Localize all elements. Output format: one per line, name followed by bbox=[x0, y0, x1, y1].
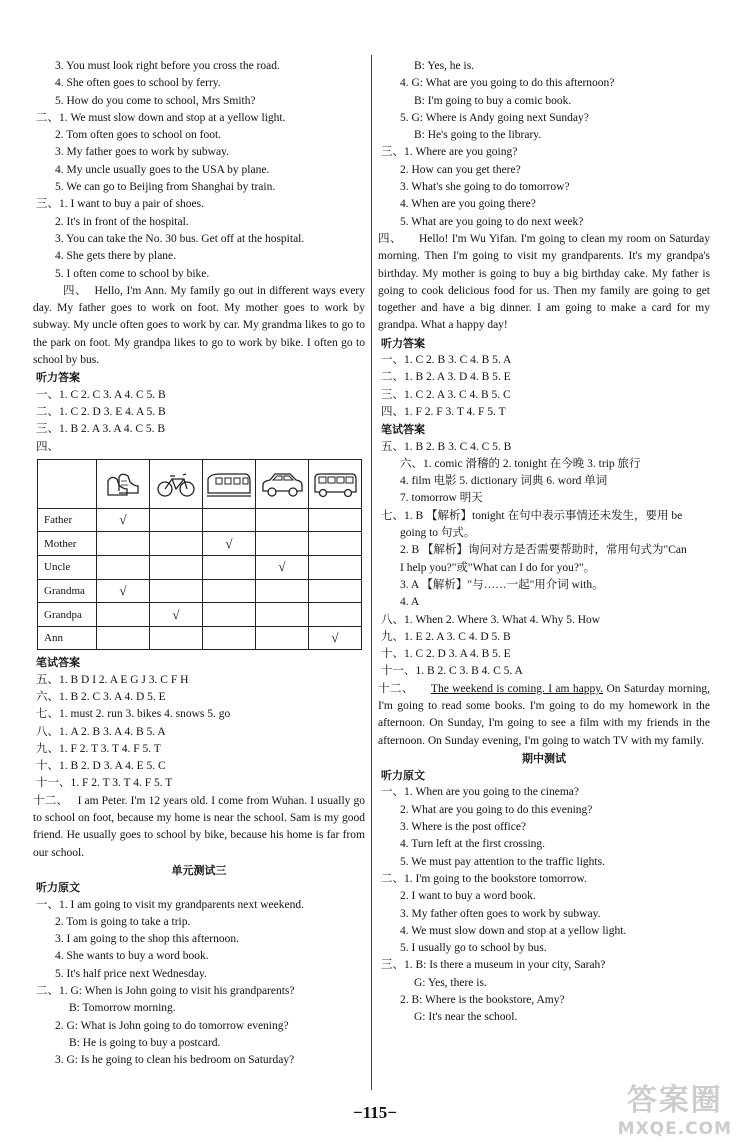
answer-line: 4. She often goes to school by ferry. bbox=[55, 77, 221, 90]
answer-line: 十、1. B 2. D 3. A 4. E 5. C bbox=[36, 760, 166, 773]
answer-line: 4. She wants to buy a word book. bbox=[55, 950, 209, 963]
answer-line: 3. Where is the post office? bbox=[400, 821, 527, 834]
shoes-icon bbox=[105, 469, 141, 499]
table-cell bbox=[150, 603, 203, 627]
answer-line: B: He is going to buy a postcard. bbox=[69, 1036, 221, 1049]
table-cell bbox=[256, 508, 309, 532]
left-column bbox=[33, 58, 365, 1070]
answer-line: 4. My uncle usually goes to the USA by plane. bbox=[55, 163, 270, 176]
answer-line: B: He's going to the library. bbox=[414, 129, 542, 142]
row-label: Father bbox=[38, 508, 97, 532]
answer-line: 2. It's in front of the hospital. bbox=[55, 215, 189, 228]
table-cell bbox=[256, 532, 309, 556]
answer-line: 4. She gets there by plane. bbox=[55, 250, 177, 263]
transport-table bbox=[37, 459, 362, 651]
answer-line: 5. We must pay attention to the traffic lights. bbox=[400, 855, 605, 868]
answer-line: 八、1. When 2. Where 3. What 4. Why 5. How bbox=[381, 613, 601, 626]
answer-line: 4. G: What are you going to do this afternoon? bbox=[400, 77, 615, 90]
answer-line: 3. My father often goes to work by subway. bbox=[400, 907, 601, 920]
answer-line: G: It's near the school. bbox=[414, 1011, 518, 1024]
answer-line: 7. tomorrow 明天 bbox=[400, 492, 483, 505]
answer-line: 5. G: Where is Andy going next Sunday? bbox=[400, 111, 589, 124]
table-cell bbox=[309, 579, 362, 603]
table-row bbox=[38, 626, 362, 650]
answer-line: 2. How can you get there? bbox=[400, 163, 521, 176]
left-passage-12 bbox=[33, 793, 365, 862]
answer-line: 3. G: Is he going to clean his bedroom on Saturday? bbox=[55, 1054, 295, 1067]
row-label: Grandpa bbox=[38, 603, 97, 627]
bike-icon bbox=[156, 469, 196, 499]
table-cell bbox=[309, 626, 362, 650]
table-cell bbox=[97, 626, 150, 650]
answer-line: 二、1. C 2. D 3. E 4. A 5. B bbox=[36, 405, 166, 418]
answer-line: 九、1. F 2. T 3. T 4. F 5. T bbox=[36, 742, 161, 755]
table-cell bbox=[309, 603, 362, 627]
car-icon bbox=[260, 469, 304, 499]
unit-test-3-title: 单元测试三 bbox=[171, 863, 227, 877]
right-passage-4 bbox=[378, 231, 710, 335]
passage-text: I am Peter. I'm 12 years old. I come from Wuhan. I usually go to school on foot, because my home is near the school. Sam is my good friend. He usually goes to school by bike, because his home is far from our school. bbox=[33, 794, 366, 859]
left-passage-4 bbox=[33, 283, 365, 369]
listening-script-heading: 听力原文 bbox=[381, 769, 425, 783]
answer-line: B: I'm going to buy a comic book. bbox=[414, 94, 572, 107]
answer-line: 二、1. I'm going to the bookstore tomorrow. bbox=[381, 872, 587, 885]
column-divider bbox=[371, 55, 372, 1090]
table-cell bbox=[97, 579, 150, 603]
answer-line: 一、1. C 2. C 3. A 4. C 5. B bbox=[36, 388, 166, 401]
answer-line: 一、1. When are you going to the cinema? bbox=[381, 786, 579, 799]
answer-line: 六、1. B 2. C 3. A 4. D 5. E bbox=[36, 690, 166, 703]
answer-line: 十一、1. F 2. T 3. T 4. F 5. T bbox=[36, 777, 173, 790]
answer-line: 2. B 【解析】询问对方是否需要帮助时，常用句式为"Can bbox=[400, 544, 687, 557]
answer-line: G: Yes, there is. bbox=[414, 976, 487, 989]
answer-line: 十、1. C 2. D 3. A 4. B 5. E bbox=[381, 648, 511, 661]
table-cell bbox=[309, 532, 362, 556]
answer-line: 3. My father goes to work by subway. bbox=[55, 146, 229, 159]
answer-line: 三、1. B: Is there a museum in your city, Sarah? bbox=[381, 959, 606, 972]
table-cell bbox=[150, 508, 203, 532]
answer-line: 八、1. A 2. B 3. A 4. B 5. A bbox=[36, 725, 166, 738]
answer-line: 七、1. must 2. run 3. bikes 4. snows 5. go bbox=[36, 708, 231, 721]
check-mark: √ bbox=[119, 512, 127, 528]
answer-line: 5. It's half price next Wednesday. bbox=[55, 967, 207, 980]
table-cell bbox=[203, 532, 256, 556]
answer-line: 一、1. I am going to visit my grandparents next weekend. bbox=[36, 898, 304, 911]
check-mark: √ bbox=[278, 559, 286, 575]
table-row bbox=[38, 556, 362, 580]
answer-line: 5. I usually go to school by bus. bbox=[400, 942, 547, 955]
watermark-line1: 答案圈 bbox=[626, 1083, 723, 1118]
table-cell bbox=[309, 508, 362, 532]
passage-label: 十二、 bbox=[378, 682, 415, 695]
check-mark: √ bbox=[172, 606, 180, 622]
table-cell bbox=[203, 603, 256, 627]
left-listening-answers bbox=[33, 387, 365, 456]
table-cell bbox=[203, 579, 256, 603]
table-cell bbox=[150, 579, 203, 603]
answer-line: 4. Turn left at the first crossing. bbox=[400, 838, 546, 851]
passage-text: On Saturday morning, I'm going to read some books. I'm going to do my homework in the afternoon. On Sunday, I'm going to see a film with my friends in the afternoon. On Sunday evening, I'm going to watch TV with my family. bbox=[378, 682, 711, 747]
answer-line: B: Yes, he is. bbox=[414, 60, 475, 72]
answer-line: 4. A bbox=[400, 596, 420, 609]
table-row bbox=[38, 579, 362, 603]
row-label: Grandma bbox=[38, 579, 97, 603]
left-written-answers bbox=[33, 672, 365, 793]
right-passage-12 bbox=[378, 681, 710, 750]
answer-line: 4. We must slow down and stop at a yellow light. bbox=[400, 924, 627, 937]
table-cell bbox=[256, 579, 309, 603]
check-mark: √ bbox=[225, 535, 233, 551]
passage-underlined: The weekend is coming. I am happy. bbox=[430, 682, 604, 695]
answer-line: 二、1. We must slow down and stop at a yellow light. bbox=[36, 111, 286, 124]
table-corner bbox=[38, 459, 97, 508]
table-cell bbox=[97, 508, 150, 532]
right-script-lines-b bbox=[378, 784, 710, 1026]
table-cell bbox=[256, 603, 309, 627]
right-column bbox=[378, 58, 710, 1027]
passage-label: 四、 bbox=[63, 284, 88, 297]
table-row bbox=[38, 603, 362, 627]
answer-line: 2. B: Where is the bookstore, Amy? bbox=[400, 994, 565, 1007]
answer-line: 六、1. comic 滑稽的 2. tonight 在今晚 3. trip 旅行 bbox=[400, 457, 641, 470]
listening-answers-heading: 听力答案 bbox=[36, 371, 80, 385]
passage-label: 四、 bbox=[378, 232, 403, 245]
table-cell bbox=[256, 626, 309, 650]
left-script-lines bbox=[33, 897, 365, 1070]
table-cell bbox=[203, 626, 256, 650]
table-cell bbox=[203, 508, 256, 532]
row-label: Uncle bbox=[38, 556, 97, 580]
answer-line: 3. You can take the No. 30 bus. Get off at the hospital. bbox=[55, 232, 305, 245]
answer-line: 四、 bbox=[36, 440, 59, 453]
answer-line: 五、1. B D I 2. A E G J 3. C F H bbox=[36, 673, 189, 686]
right-listening-answers bbox=[378, 352, 710, 421]
right-written-answers bbox=[378, 439, 710, 681]
answer-line: 5. What are you going to do next week? bbox=[400, 215, 584, 228]
listening-script-heading: 听力原文 bbox=[36, 881, 80, 895]
table-cell bbox=[150, 556, 203, 580]
answer-line: 二、1. B 2. A 3. D 4. B 5. E bbox=[381, 371, 511, 384]
answer-line: 3. I am going to the shop this afternoon. bbox=[55, 933, 239, 946]
passage-label: 十二、 bbox=[33, 794, 69, 807]
answer-line: 五、1. B 2. B 3. C 4. C 5. B bbox=[381, 440, 512, 453]
check-mark: √ bbox=[119, 582, 127, 598]
answer-line: 七、1. B 【解析】tonight 在句中表示事情还未发生，要用 be bbox=[381, 509, 683, 522]
answer-line: B: Tomorrow morning. bbox=[69, 1002, 176, 1015]
answer-line: 4. When are you going there? bbox=[400, 198, 536, 211]
table-cell bbox=[97, 532, 150, 556]
table-cell bbox=[150, 626, 203, 650]
answer-line: 4. film 电影 5. dictionary 词典 6. word 单词 bbox=[400, 475, 608, 488]
answer-line: 三、1. C 2. A 3. C 4. B 5. C bbox=[381, 388, 511, 401]
answer-line: 三、1. B 2. A 3. A 4. C 5. B bbox=[36, 423, 166, 436]
answer-line: 二、1. G: When is John going to visit his grandparents? bbox=[36, 985, 295, 998]
page-number: −115− bbox=[353, 1103, 397, 1122]
check-mark: √ bbox=[331, 630, 339, 646]
table-row bbox=[38, 508, 362, 532]
answer-line: 5. We can go to Beijing from Shanghai by train. bbox=[55, 181, 276, 194]
answer-line: 2. Tom is going to take a trip. bbox=[55, 915, 191, 928]
answer-line: 2. Tom often goes to school on foot. bbox=[55, 129, 222, 142]
watermark-line2: MXQE.COM bbox=[617, 1119, 732, 1139]
table-cell bbox=[97, 603, 150, 627]
row-label: Mother bbox=[38, 532, 97, 556]
answer-line: 2. G: What is John going to do tomorrow evening? bbox=[55, 1019, 289, 1032]
answer-line: 三、1. I want to buy a pair of shoes. bbox=[36, 198, 204, 211]
answer-line: 一、1. C 2. B 3. C 4. B 5. A bbox=[381, 354, 512, 367]
written-answers-heading: 笔试答案 bbox=[381, 423, 425, 437]
answer-line: 3. A 【解析】"与……一起"用介词 with。 bbox=[400, 578, 604, 591]
listening-answers-heading: 听力答案 bbox=[381, 336, 425, 350]
table-cell bbox=[97, 556, 150, 580]
left-answer-lines-a bbox=[33, 58, 365, 283]
bus-icon bbox=[312, 469, 358, 499]
table-cell bbox=[256, 556, 309, 580]
answer-line: 2. I want to buy a word book. bbox=[400, 890, 536, 903]
answer-line: 3. You must look right before you cross the road. bbox=[55, 60, 280, 72]
answer-line: 九、1. E 2. A 3. C 4. D 5. B bbox=[381, 630, 511, 643]
passage-text: Hello! I'm Wu Yifan. I'm going to clean my room on Saturday morning. Then I'm going to visit my grandparents. It's my grandpa's birthday. My mother is going to buy a big birthday cake. My father is going to cook delicious food for us. Then my family are going to get together and have a big dinner. I am going to make a card for my grandpa. What a happy day! bbox=[378, 232, 711, 332]
table-cell bbox=[309, 556, 362, 580]
answer-line: 三、1. Where are you going? bbox=[381, 146, 518, 159]
answer-line: 2. What are you going to do this evening? bbox=[400, 803, 593, 816]
answer-line: I help you?"或"What can I do for you?"。 bbox=[400, 561, 596, 574]
table-cell bbox=[203, 556, 256, 580]
answer-line: 5. How do you come to school, Mrs Smith? bbox=[55, 94, 256, 107]
answer-line: 四、1. F 2. F 3. T 4. F 5. T bbox=[381, 405, 506, 418]
right-script-lines-a bbox=[378, 58, 710, 231]
answer-line: 5. I often come to school by bike. bbox=[55, 267, 210, 280]
table-cell bbox=[150, 532, 203, 556]
written-answers-heading: 笔试答案 bbox=[36, 656, 80, 670]
answer-line: going to 句式。 bbox=[400, 527, 476, 540]
answer-line: 十一、1. B 2. C 3. B 4. C 5. A bbox=[381, 665, 523, 678]
table-row bbox=[38, 532, 362, 556]
midterm-test-title: 期中测试 bbox=[522, 751, 566, 765]
answer-line: 3. What's she going to do tomorrow? bbox=[400, 181, 570, 194]
watermark-logo bbox=[618, 1075, 732, 1139]
row-label: Ann bbox=[38, 626, 97, 650]
subway-icon bbox=[206, 469, 252, 499]
passage-text: Hello, I'm Ann. My family go out in different ways every day. My father goes to work on foot. My mother goes to work by subway. My uncle often goes to work by car. My grandma likes to go to the park on foot. My grandpa likes to go to work by bike. I often go to school by bus. bbox=[33, 284, 365, 367]
